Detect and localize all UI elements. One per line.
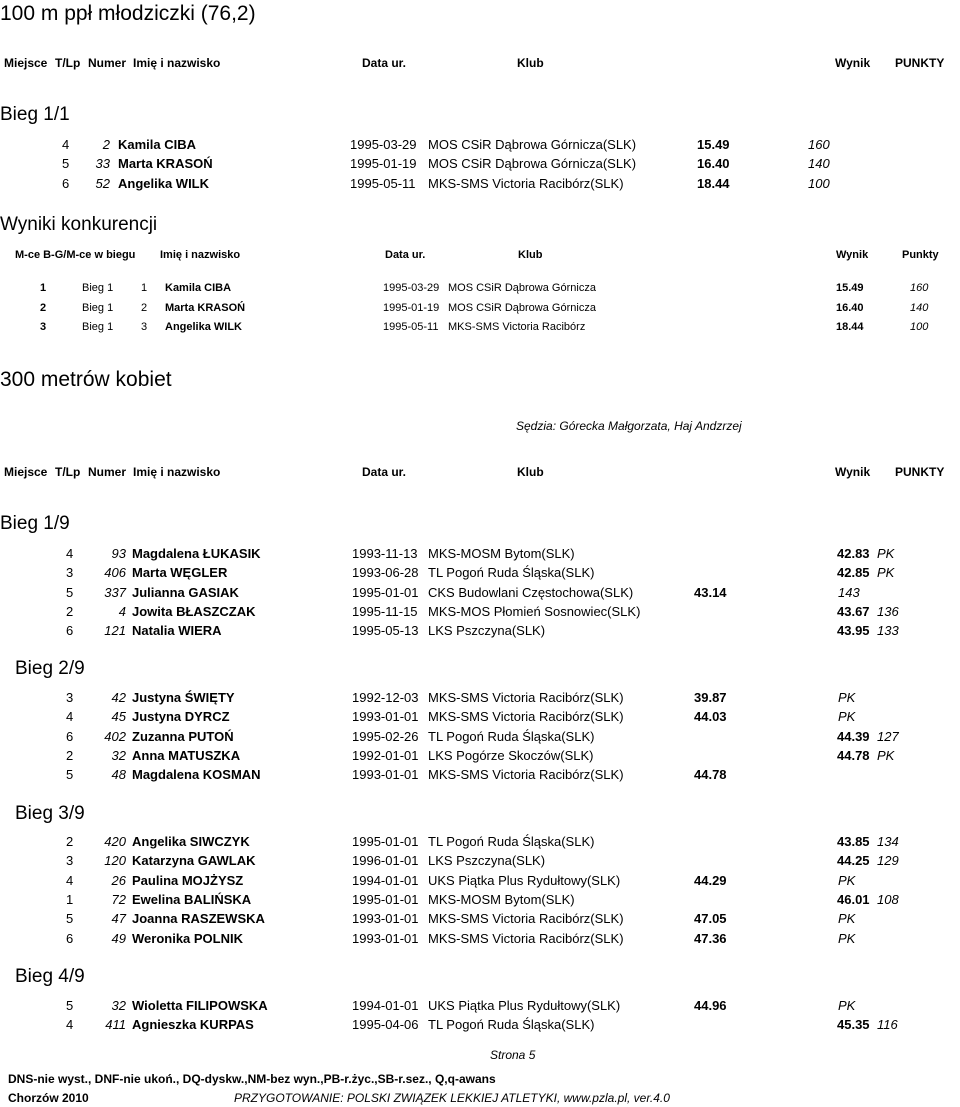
bib-number-cell: 26 xyxy=(111,873,126,888)
dob-cell: 1993-01-01 xyxy=(352,931,419,946)
result-cell: 15.49 xyxy=(836,282,864,294)
table-row xyxy=(0,911,960,930)
club-cell: MKS-SMS Victoria Racibórz(SLK) xyxy=(428,176,624,191)
place-cell: 6 xyxy=(66,623,74,638)
place-cell: 1 xyxy=(66,892,74,907)
points-cell: 140 xyxy=(808,156,830,171)
judge-info: Sędzia: Górecka Małgorzata, Haj Andzrzej xyxy=(516,419,742,433)
dob-cell: 1995-05-11 xyxy=(350,176,416,191)
bib-number-cell: 402 xyxy=(104,729,126,744)
bib-number-cell: 42 xyxy=(111,690,126,705)
credits: PRZYGOTOWANIE: POLSKI ZWIĄZEK LEKKIEJ ATLETYKI, www.pzla.pl, ver.4.0 xyxy=(234,1091,670,1105)
dob-cell: 1995-03-29 xyxy=(383,282,440,294)
header-number: Numer xyxy=(88,465,127,479)
place-year: Chorzów 2010 xyxy=(8,1091,89,1105)
table-row xyxy=(0,998,960,1017)
table-row xyxy=(0,931,960,950)
result-cell: 16.40 xyxy=(836,302,864,314)
dob-cell: 1993-01-01 xyxy=(352,911,419,926)
dob-cell: 1993-11-13 xyxy=(352,546,418,561)
header-points: PUNKTY xyxy=(895,56,945,70)
table-row xyxy=(0,748,960,767)
club-cell: TL Pogoń Ruda Śląska(SLK) xyxy=(428,1017,595,1032)
athlete-name: Katarzyna GAWLAK xyxy=(132,853,256,868)
points-cell: PK xyxy=(877,565,895,580)
header-place: Miejsce xyxy=(4,465,48,479)
header-lane: T/Lp xyxy=(55,465,81,479)
place-cell: 2 xyxy=(66,834,74,849)
dob-cell: 1995-04-06 xyxy=(352,1017,419,1032)
place-cell: 4 xyxy=(66,709,74,724)
club-cell: MKS-SMS Victoria Racibórz(SLK) xyxy=(428,709,624,724)
athlete-name: Agnieszka KURPAS xyxy=(132,1017,254,1032)
bib-number-cell: 49 xyxy=(111,931,126,946)
points-cell: PK xyxy=(877,748,895,763)
club-cell: MKS-SMS Victoria Racibórz(SLK) xyxy=(428,690,624,705)
place-cell: 3 xyxy=(66,690,74,705)
table-row xyxy=(0,767,960,786)
points-cell: 108 xyxy=(877,892,899,907)
athlete-name: Justyna ŚWIĘTY xyxy=(132,690,235,705)
bib-number-cell: 32 xyxy=(111,998,126,1013)
dob-cell: 1995-01-19 xyxy=(383,302,440,314)
heat-title: Bieg 4/9 xyxy=(15,966,85,987)
legend: DNS-nie wyst., DNF-nie ukoń., DQ-dyskw.,NM-bez wyn.,PB-r.życ.,SB-r.sez., Q,q-awans xyxy=(8,1072,496,1086)
header-name: Imię i nazwisko xyxy=(160,249,241,261)
dob-cell: 1995-05-13 xyxy=(352,623,419,638)
points-cell: PK xyxy=(838,690,856,705)
table-row xyxy=(0,834,960,853)
split-result-cell: 44.78 xyxy=(694,767,727,782)
bib-number-cell: 411 xyxy=(105,1017,126,1032)
club-cell: MKS-MOS Płomień Sosnowiec(SLK) xyxy=(428,604,641,619)
header-dob: Data ur. xyxy=(362,465,407,479)
points-cell: PK xyxy=(838,873,856,888)
club-cell: MKS-SMS Victoria Racibórz(SLK) xyxy=(428,931,624,946)
bib-number-cell: 45 xyxy=(111,709,126,724)
header-place: Miejsce xyxy=(4,56,48,70)
dob-cell: 1995-03-29 xyxy=(350,137,417,152)
place-cell: 6 xyxy=(66,729,74,744)
bib-number-cell: 420 xyxy=(104,834,126,849)
club-cell: MKS-SMS Victoria Racibórz(SLK) xyxy=(428,767,624,782)
table-row xyxy=(0,565,960,584)
dob-cell: 1995-01-01 xyxy=(352,892,419,907)
dob-cell: 1992-01-01 xyxy=(352,748,419,763)
heat-cell: Bieg 1 xyxy=(82,282,114,294)
dob-cell: 1995-02-26 xyxy=(352,729,419,744)
points-cell: PK xyxy=(838,998,856,1013)
athlete-name: Ewelina BALIŃSKA xyxy=(132,892,252,907)
dob-cell: 1995-05-11 xyxy=(383,321,439,333)
club-cell: UKS Piątka Plus Rydułtowy(SLK) xyxy=(428,998,621,1013)
result-cell: 18.44 xyxy=(836,321,864,333)
place-cell: 3 xyxy=(66,853,74,868)
table-row xyxy=(0,690,960,709)
table-row xyxy=(0,729,960,748)
split-result-cell: 44.29 xyxy=(694,873,727,888)
heat-title: Bieg 1/1 xyxy=(0,104,70,125)
table-row xyxy=(0,176,960,195)
table-row xyxy=(0,623,960,642)
place-cell: 5 xyxy=(62,156,70,171)
header-place-heat: M-ce B-G/M-ce w biegu xyxy=(15,249,136,261)
header-result: Wynik xyxy=(836,249,869,261)
place-cell: 4 xyxy=(66,546,74,561)
heat-place-cell: 2 xyxy=(141,302,148,314)
header-dob: Data ur. xyxy=(362,56,407,70)
dob-cell: 1993-01-01 xyxy=(352,709,419,724)
points-cell: 140 xyxy=(910,302,929,314)
result-cell: 16.40 xyxy=(697,156,730,171)
result-cell: 42.85 xyxy=(837,565,870,580)
table-row xyxy=(0,604,960,623)
athlete-name: Kamila CIBA xyxy=(165,282,232,294)
club-cell: MKS-SMS Victoria Racibórz(SLK) xyxy=(428,911,624,926)
result-cell: 42.83 xyxy=(837,546,870,561)
athlete-name: Natalia WIERA xyxy=(132,623,222,638)
result-cell: 43.85 xyxy=(837,834,870,849)
header-number: Numer xyxy=(88,56,127,70)
dob-cell: 1993-01-01 xyxy=(352,767,419,782)
points-cell: PK xyxy=(877,546,895,561)
dob-cell: 1995-01-01 xyxy=(352,834,419,849)
place-cell: 5 xyxy=(66,911,74,926)
athlete-name: Marta KRASOŃ xyxy=(165,302,246,314)
bib-number-cell: 406 xyxy=(104,565,126,580)
dob-cell: 1995-01-19 xyxy=(350,156,417,171)
place-cell: 3 xyxy=(66,565,74,580)
dob-cell: 1995-11-15 xyxy=(352,604,418,619)
place-cell: 5 xyxy=(66,585,74,600)
heat-place-cell: 3 xyxy=(141,321,148,333)
place-cell: 4 xyxy=(66,873,74,888)
club-cell: TL Pogoń Ruda Śląska(SLK) xyxy=(428,834,595,849)
result-cell: 18.44 xyxy=(697,176,730,191)
club-cell: TL Pogoń Ruda Śląska(SLK) xyxy=(428,729,595,744)
club-cell: MOS CSiR Dąbrowa Górnicza xyxy=(448,282,596,294)
header-points: Punkty xyxy=(902,249,939,261)
athlete-name: Paulina MOJŻYSZ xyxy=(132,873,244,888)
athlete-name: Anna MATUSZKA xyxy=(132,748,241,763)
club-cell: LKS Pszczyna(SLK) xyxy=(428,623,546,638)
result-cell: 43.67 xyxy=(837,604,870,619)
dob-cell: 1994-01-01 xyxy=(352,873,419,888)
bib-number-cell: 120 xyxy=(104,853,126,868)
place-cell: 2 xyxy=(66,604,74,619)
dob-cell: 1992-12-03 xyxy=(352,690,419,705)
lane-cell: 2 xyxy=(102,137,110,152)
club-cell: UKS Piątka Plus Rydułtowy(SLK) xyxy=(428,873,621,888)
place-cell: 6 xyxy=(62,176,70,191)
club-cell: LKS Pogórze Skoczów(SLK) xyxy=(428,748,594,763)
split-result-cell: 47.36 xyxy=(694,931,727,946)
points-cell: 143 xyxy=(838,585,860,600)
dob-cell: 1995-01-01 xyxy=(352,585,419,600)
points-cell: 100 xyxy=(808,176,830,191)
bib-number-cell: 121 xyxy=(104,623,126,638)
club-cell: LKS Pszczyna(SLK) xyxy=(428,853,546,868)
lane-cell: 33 xyxy=(95,156,110,171)
result-cell: 15.49 xyxy=(697,137,730,152)
athlete-name: Weronika POLNIK xyxy=(132,931,244,946)
table-row xyxy=(0,302,960,321)
result-cell: 45.35 xyxy=(837,1017,870,1032)
athlete-name: Marta WĘGLER xyxy=(132,565,228,580)
split-result-cell: 44.03 xyxy=(694,709,727,724)
athlete-name: Zuzanna PUTOŃ xyxy=(132,729,234,744)
athlete-name: Angelika WILK xyxy=(165,321,243,333)
header-points: PUNKTY xyxy=(895,465,945,479)
club-cell: MOS CSiR Dąbrowa Górnicza(SLK) xyxy=(428,137,637,152)
table-row xyxy=(0,321,960,340)
table-row xyxy=(0,156,960,175)
result-cell: 46.01 xyxy=(837,892,870,907)
result-cell: 43.95 xyxy=(837,623,870,638)
athlete-name: Justyna DYRCZ xyxy=(132,709,230,724)
athlete-name: Kamila CIBA xyxy=(118,137,197,152)
table-row xyxy=(0,853,960,872)
heat-cell: Bieg 1 xyxy=(82,302,114,314)
table-row xyxy=(0,892,960,911)
header-name: Imię i nazwisko xyxy=(133,465,221,479)
club-cell: MOS CSiR Dąbrowa Górnicza(SLK) xyxy=(428,156,637,171)
club-cell: CKS Budowlani Częstochowa(SLK) xyxy=(428,585,634,600)
club-cell: TL Pogoń Ruda Śląska(SLK) xyxy=(428,565,595,580)
points-cell: 127 xyxy=(877,729,899,744)
place-cell: 5 xyxy=(66,767,74,782)
athlete-name: Angelika WILK xyxy=(118,176,210,191)
athlete-name: Magdalena ŁUKASIK xyxy=(132,546,261,561)
table-row xyxy=(0,585,960,604)
table-row xyxy=(0,1017,960,1036)
place-cell: 2 xyxy=(40,302,47,314)
points-cell: 100 xyxy=(910,321,929,333)
athlete-name: Julianna GASIAK xyxy=(132,585,239,600)
points-cell: 133 xyxy=(877,623,899,638)
heat-place-cell: 1 xyxy=(141,282,148,294)
points-cell: 116 xyxy=(877,1017,898,1032)
place-cell: 6 xyxy=(66,931,74,946)
dob-cell: 1993-06-28 xyxy=(352,565,419,580)
result-cell: 44.39 xyxy=(837,729,870,744)
club-cell: MKS-MOSM Bytom(SLK) xyxy=(428,546,575,561)
heat-title: Bieg 1/9 xyxy=(0,513,70,534)
header-result: Wynik xyxy=(835,56,871,70)
header-lane: T/Lp xyxy=(55,56,81,70)
athlete-name: Joanna RASZEWSKA xyxy=(132,911,265,926)
points-cell: 136 xyxy=(877,604,899,619)
lane-cell: 52 xyxy=(95,176,110,191)
page-number: Strona 5 xyxy=(490,1048,536,1062)
place-cell: 5 xyxy=(66,998,74,1013)
table-row xyxy=(0,546,960,565)
athlete-name: Marta KRASOŃ xyxy=(118,156,213,171)
event-title: 100 m ppł młodziczki (76,2) xyxy=(0,2,256,25)
club-cell: MKS-SMS Victoria Racibórz xyxy=(448,321,586,333)
club-cell: MOS CSiR Dąbrowa Górnicza xyxy=(448,302,596,314)
split-result-cell: 47.05 xyxy=(694,911,727,926)
bib-number-cell: 4 xyxy=(118,604,126,619)
points-cell: PK xyxy=(838,911,856,926)
athlete-name: Magdalena KOSMAN xyxy=(132,767,261,782)
athlete-name: Angelika SIWCZYK xyxy=(132,834,250,849)
dob-cell: 1994-01-01 xyxy=(352,998,419,1013)
heat-title: Bieg 2/9 xyxy=(15,658,85,679)
table-row xyxy=(0,282,960,301)
result-cell: 44.25 xyxy=(837,853,870,868)
points-cell: PK xyxy=(838,709,856,724)
points-cell: 129 xyxy=(877,853,899,868)
split-result-cell: 43.14 xyxy=(694,585,727,600)
table-row xyxy=(0,873,960,892)
bib-number-cell: 47 xyxy=(111,911,126,926)
event-title: 300 metrów kobiet xyxy=(0,368,172,391)
points-cell: 160 xyxy=(910,282,929,294)
result-cell: 44.78 xyxy=(837,748,870,763)
points-cell: 134 xyxy=(877,834,899,849)
bib-number-cell: 337 xyxy=(104,585,126,600)
table-row xyxy=(0,709,960,728)
athlete-name: Wioletta FILIPOWSKA xyxy=(132,998,268,1013)
place-cell: 3 xyxy=(40,321,47,333)
table-row xyxy=(0,137,960,156)
club-cell: MKS-MOSM Bytom(SLK) xyxy=(428,892,575,907)
dob-cell: 1996-01-01 xyxy=(352,853,419,868)
place-cell: 4 xyxy=(62,137,70,152)
bib-number-cell: 72 xyxy=(111,892,126,907)
points-cell: 160 xyxy=(808,137,830,152)
place-cell: 1 xyxy=(40,282,47,294)
split-result-cell: 39.87 xyxy=(694,690,727,705)
place-cell: 4 xyxy=(66,1017,74,1032)
header-club: Klub xyxy=(518,249,543,261)
header-result: Wynik xyxy=(835,465,871,479)
place-cell: 2 xyxy=(66,748,74,763)
header-club: Klub xyxy=(517,56,544,70)
bib-number-cell: 32 xyxy=(111,748,126,763)
header-club: Klub xyxy=(517,465,544,479)
heat-cell: Bieg 1 xyxy=(82,321,114,333)
bib-number-cell: 93 xyxy=(111,546,126,561)
athlete-name: Jowita BŁASZCZAK xyxy=(132,604,256,619)
header-dob: Data ur. xyxy=(385,249,426,261)
bib-number-cell: 48 xyxy=(111,767,126,782)
header-name: Imię i nazwisko xyxy=(133,56,221,70)
section-title: Wyniki konkurencji xyxy=(0,214,158,235)
points-cell: PK xyxy=(838,931,856,946)
heat-title: Bieg 3/9 xyxy=(15,803,85,824)
split-result-cell: 44.96 xyxy=(694,998,727,1013)
